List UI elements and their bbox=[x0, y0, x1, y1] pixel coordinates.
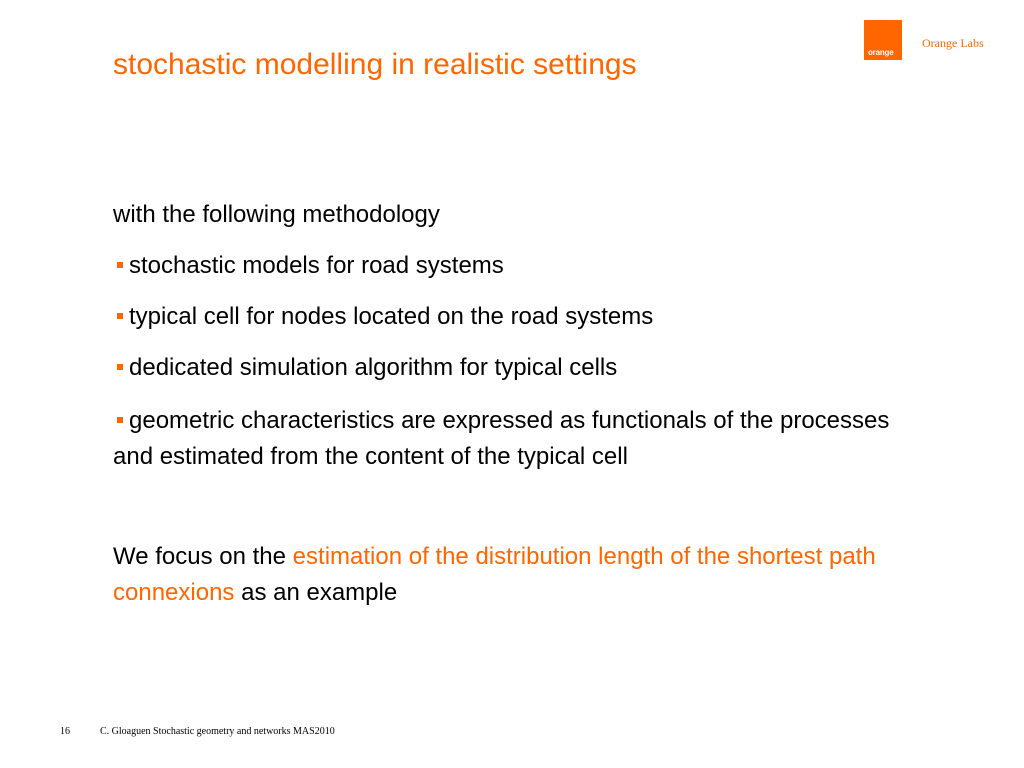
footer-note: C. Gloaguen Stochastic geometry and networks MAS2010 bbox=[100, 726, 335, 737]
bullet-text: stochastic models for road systems bbox=[129, 252, 504, 279]
intro-text: with the following methodology bbox=[113, 201, 440, 228]
bullet-text: geometric characteristics are expressed as functionals of the processes and estimated from the content of the typical cell bbox=[113, 407, 890, 470]
logo-text: orange bbox=[868, 48, 894, 57]
bullet-text: dedicated simulation algorithm for typical cells bbox=[129, 354, 618, 381]
bullet-item bbox=[113, 403, 913, 475]
slide-title: stochastic modelling in realistic settings bbox=[113, 48, 637, 81]
slide-body bbox=[113, 199, 913, 494]
bullet-text: typical cell for nodes located on the road systems bbox=[129, 303, 654, 330]
orange-logo bbox=[864, 20, 902, 60]
focus-statement bbox=[113, 539, 903, 611]
focus-suffix: as an example bbox=[234, 579, 398, 606]
page-number: 16 bbox=[60, 726, 70, 737]
bullet-square-icon bbox=[117, 417, 123, 423]
bullet-item bbox=[113, 301, 913, 333]
bullet-square-icon bbox=[117, 313, 123, 319]
bullet-square-icon bbox=[117, 262, 123, 268]
bullet-item bbox=[113, 250, 913, 282]
bullet-item bbox=[113, 352, 913, 384]
brand-label: Orange Labs bbox=[922, 36, 984, 50]
bullet-square-icon bbox=[117, 364, 123, 370]
focus-prefix: We focus on the bbox=[113, 543, 293, 570]
focus-highlight: estimation of the distribution length of the shortest path connexions bbox=[113, 543, 876, 606]
